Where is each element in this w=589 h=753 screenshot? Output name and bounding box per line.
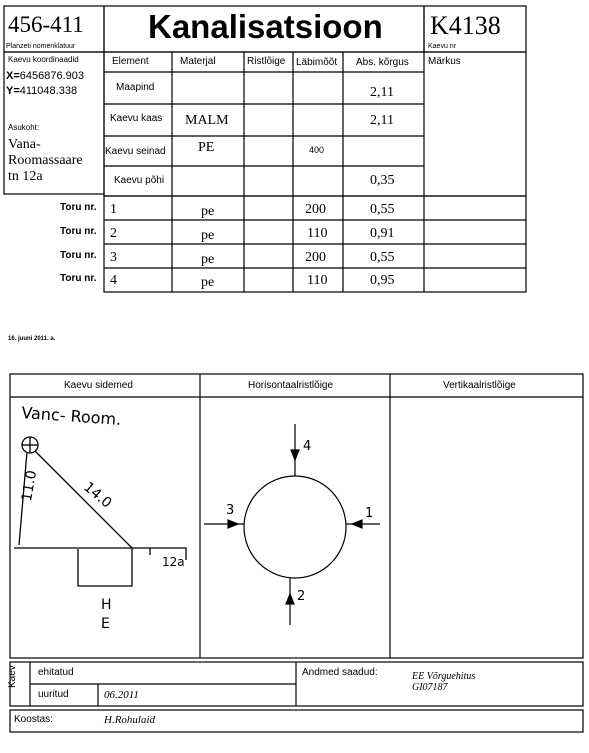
row-height-3: 0,35	[370, 173, 395, 188]
row-material-2: PE	[198, 140, 215, 155]
pipe-height-2: 0,55	[370, 250, 395, 265]
data-from-label: Andmed saadud:	[302, 667, 378, 678]
col-material: Materjal	[180, 56, 216, 67]
col-connections: Kaevu sidemed	[64, 380, 133, 391]
y-value: 411048.338	[19, 85, 78, 97]
pipe-mark-4: 4	[303, 439, 312, 454]
nomenclature-number: 456-411	[8, 12, 84, 37]
horizontal-section-drawing	[204, 424, 380, 625]
row-element-3: Kaevu põhi	[114, 175, 165, 186]
sketch-distance-2: 14.0	[80, 479, 115, 512]
data-from-line-2: GI07187	[412, 682, 448, 693]
location-line-2: Roomassaare	[8, 153, 83, 168]
footer-side-label: Kaev	[7, 665, 18, 688]
col-horizontal-section: Horisontaalristlõige	[248, 380, 334, 391]
pipe-diameter-2: 200	[305, 250, 326, 265]
col-diameter: Läbimõõt	[296, 57, 338, 68]
col-section: Ristlõige	[247, 56, 286, 67]
nomenclature-label: Planzeti nomenklatuur	[6, 43, 76, 50]
y-label: Y=	[6, 85, 20, 97]
pipe-material-3: pe	[201, 275, 215, 290]
location-line-1: Vana-	[8, 137, 41, 152]
pipe-label-2: Toru nr.	[60, 250, 97, 261]
pipe-nr-0: 1	[110, 202, 117, 217]
location-label: Asukoht:	[8, 123, 40, 132]
pipe-label-3: Toru nr.	[60, 273, 97, 284]
built-label: ehitatud	[38, 667, 74, 678]
col-vertical-section: Vertikaalristlõige	[443, 380, 516, 391]
coords-label: Kaevu koordinaadid	[8, 55, 79, 64]
pipe-diameter-1: 110	[307, 226, 328, 241]
pipe-height-3: 0,95	[370, 273, 395, 288]
col-remarks: Märkus	[428, 56, 461, 67]
col-element: Element	[112, 56, 149, 67]
pipe-mark-1: 1	[365, 506, 374, 521]
well-number-label: Kaevu nr	[428, 43, 457, 50]
y-coordinate	[6, 86, 77, 97]
row-diameter-2: 400	[309, 145, 325, 155]
pipe-material-2: pe	[201, 252, 215, 267]
row-material-1: MALM	[185, 113, 229, 128]
location-line-3: tn 12a	[8, 169, 43, 184]
surveyed-value: 06.2011	[104, 689, 139, 701]
connection-sketch	[14, 437, 186, 586]
pipe-mark-2: 2	[297, 589, 306, 604]
row-element-1: Kaevu kaas	[110, 113, 163, 124]
pipe-height-1: 0,91	[370, 226, 395, 241]
sketch-house-number: 12a	[162, 555, 185, 569]
x-value: 6456876.903	[19, 70, 84, 82]
pipe-material-0: pe	[201, 204, 215, 219]
sketch-h: H	[101, 597, 112, 613]
surveyed-label: uuritud	[38, 689, 69, 700]
pipe-mark-3: 3	[226, 503, 235, 518]
pipe-material-1: pe	[201, 228, 215, 243]
pipe-nr-1: 2	[110, 226, 117, 241]
row-height-0: 2,11	[370, 85, 394, 100]
x-label: X=	[6, 70, 20, 82]
pipe-nr-3: 4	[110, 273, 117, 288]
pipe-nr-2: 3	[110, 250, 117, 265]
x-coordinate	[6, 71, 84, 82]
sketch-street-name: Vanc- Room.	[20, 403, 122, 429]
pipe-diameter-3: 110	[307, 273, 328, 288]
page-title: Kanalisatsioon	[148, 8, 383, 45]
row-element-0: Maapind	[116, 82, 155, 93]
data-from-line-1: EE Võrguehitus	[412, 671, 476, 682]
pipe-label-0: Toru nr.	[60, 202, 97, 213]
row-element-2: Kaevu seinad	[105, 146, 166, 157]
well-number: K4138	[430, 11, 501, 40]
pipe-height-0: 0,55	[370, 202, 395, 217]
sketch-e: E	[101, 616, 110, 632]
document-date: 16. juuni 2011. a.	[8, 336, 56, 342]
compiled-label: Koostas:	[14, 714, 53, 725]
sketch-distance-1: 11.0	[19, 469, 41, 503]
col-abs-height: Abs. kõrgus	[356, 57, 409, 68]
pipe-diameter-0: 200	[305, 202, 326, 217]
compiled-value: H.Rohulaid	[104, 714, 156, 726]
row-height-1: 2,11	[370, 113, 394, 128]
pipe-label-1: Toru nr.	[60, 226, 97, 237]
